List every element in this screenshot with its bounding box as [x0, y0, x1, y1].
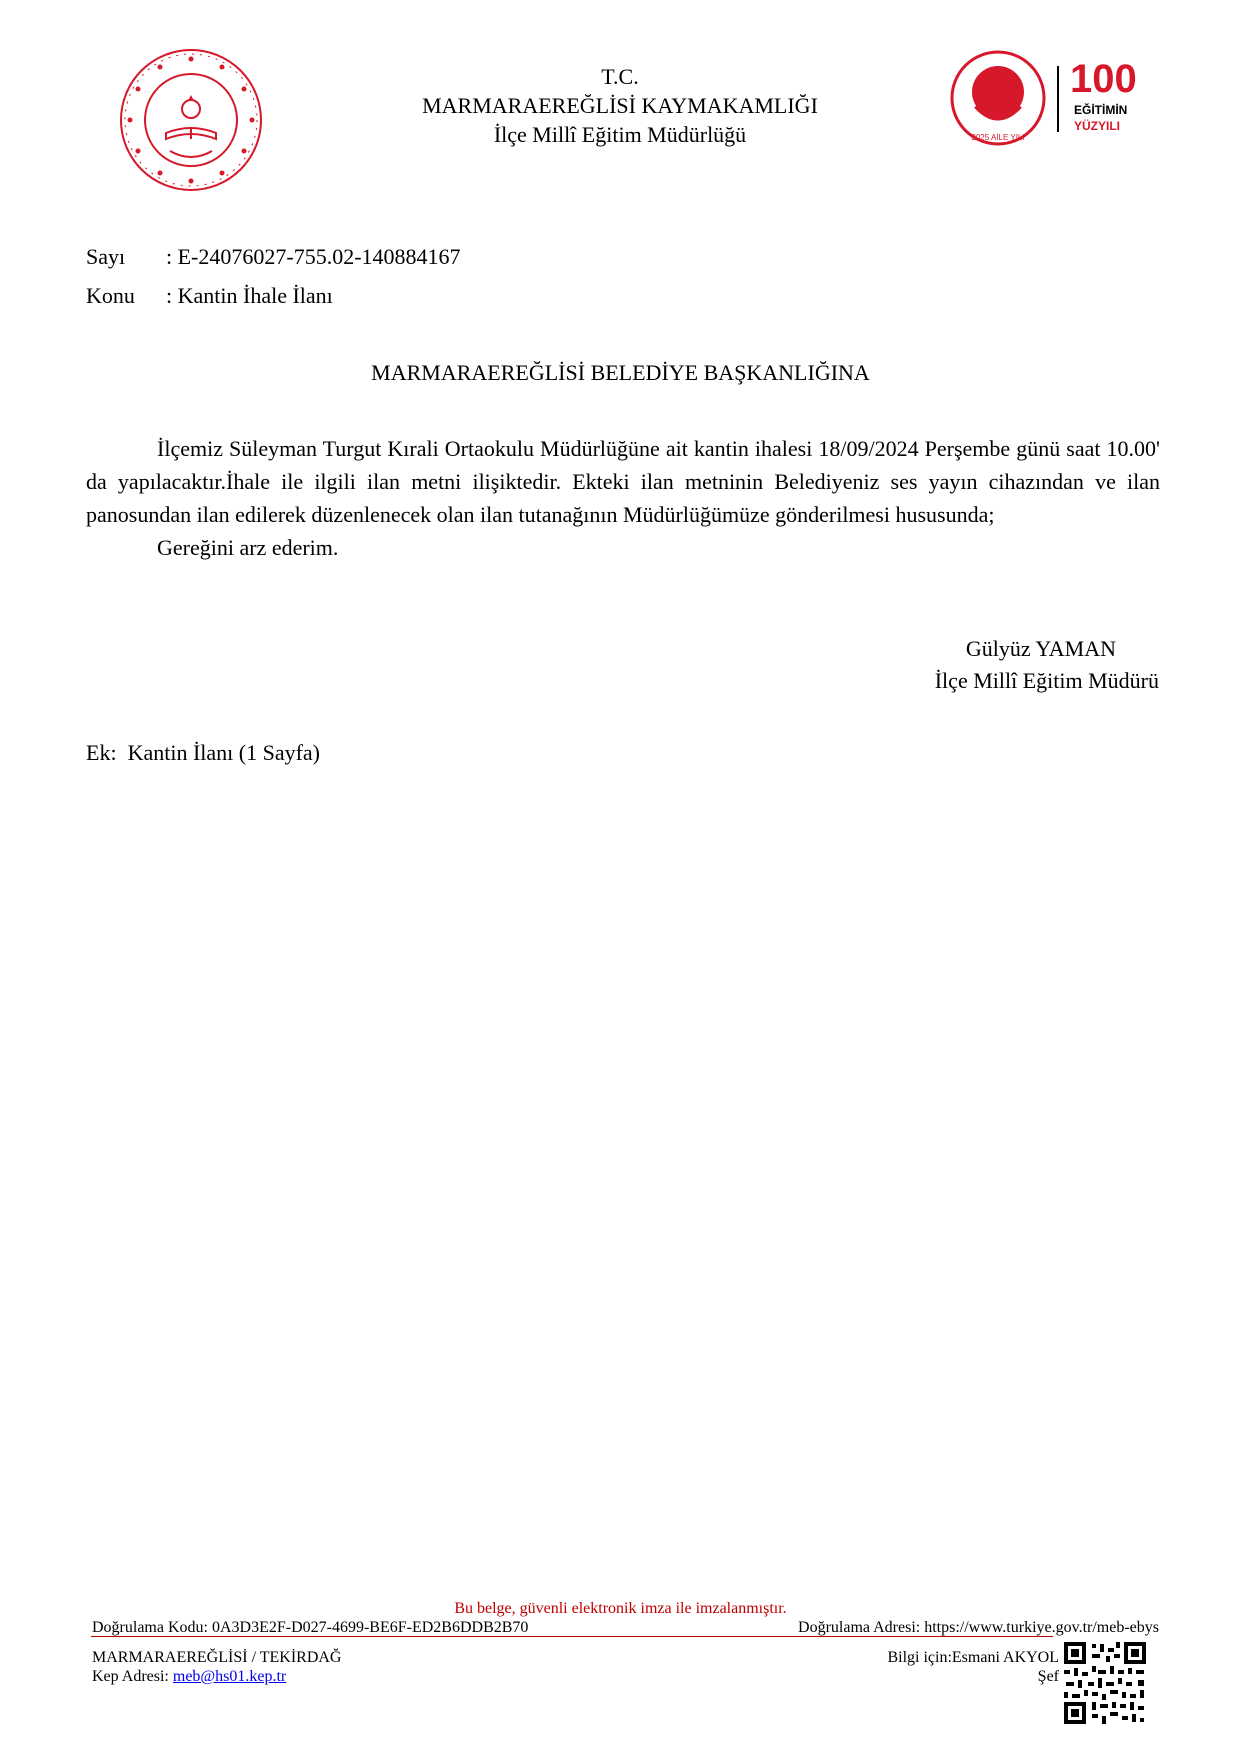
header-tc: T.C. [601, 64, 639, 89]
kep-address [92, 1667, 286, 1686]
letter-body [86, 432, 1160, 564]
konu-value: : Kantin İhale İlanı [166, 283, 333, 308]
info-title: Şef [1037, 1668, 1059, 1685]
esign-notice: Bu belge, güvenli elektronik imza ile imzalanmıştır. [454, 1600, 787, 1617]
body-paragraph-2: Gereğini arz ederim. [157, 535, 339, 560]
sayi-label: Sayı [86, 244, 126, 269]
sayi-value: : E-24076027-755.02-140884167 [166, 244, 461, 269]
body-paragraph-1: İlçemiz Süleyman Turgut Kırali Ortaokulu Müdürlüğüne ait kantin ihalesi 18/09/2024 Perşembe günü saat 10.00' da yapılacaktır.İhale ile ilgili ilan metni ilişiktedir. Ekteki ilan metninin Belediyeniz ses yayın cihazından ve ilan panosundan ilan edilerek düzenlenecek olan ilan tutanağının Müdürlüğümüze gönderilmesi hususunda; [86, 436, 1160, 527]
verification-code: Doğrulama Kodu: 0A3D3E2F-D027-4699-BE6F-ED2B6DDB2B70 [92, 1619, 529, 1636]
header-kaymakamlik: MARMARAEREĞLİSİ KAYMAKAMLIĞI [422, 93, 818, 118]
aile-yili-100-egitimin-yuzyili-icon [946, 48, 1166, 156]
kep-link[interactable]: meb@hs01.kep.tr [172, 1668, 287, 1685]
konu-label: Konu [86, 283, 135, 308]
konu-row [86, 283, 333, 309]
attachment-value: Kantin İlanı (1 Sayfa) [127, 740, 320, 765]
meb-seal-icon [118, 47, 264, 193]
verification-address: Doğrulama Adresi: https://www.turkiye.gov.tr/meb-ebys [798, 1619, 1159, 1636]
attachment-label: Ek: [86, 740, 117, 765]
addressee: MARMARAEREĞLİSİ BELEDİYE BAŞKANLIĞINA [371, 360, 870, 385]
qr-code-icon [1062, 1640, 1148, 1726]
sayi-row [86, 244, 461, 270]
hundred-text: 100 [1070, 57, 1137, 101]
info-contact: Bilgi için:Esmani AKYOL [887, 1649, 1059, 1666]
footer-divider [91, 1636, 1053, 1637]
footer-location: MARMARAEREĞLİSİ / TEKİRDAĞ [92, 1649, 342, 1666]
attachment [86, 740, 320, 766]
kep-label: Kep Adresi: [92, 1668, 173, 1685]
header-mudurluk: İlçe Millî Eğitim Müdürlüğü [493, 122, 747, 147]
signer-title: İlçe Millî Eğitim Müdürü [934, 668, 1159, 693]
aile-yili-text: 2025 AİLE YILI [971, 133, 1025, 142]
egitimin-text: EĞİTİMİN [1074, 103, 1128, 117]
yuzyili-text: YÜZYILI [1074, 119, 1121, 133]
signer-name: Gülyüz YAMAN [965, 636, 1116, 661]
